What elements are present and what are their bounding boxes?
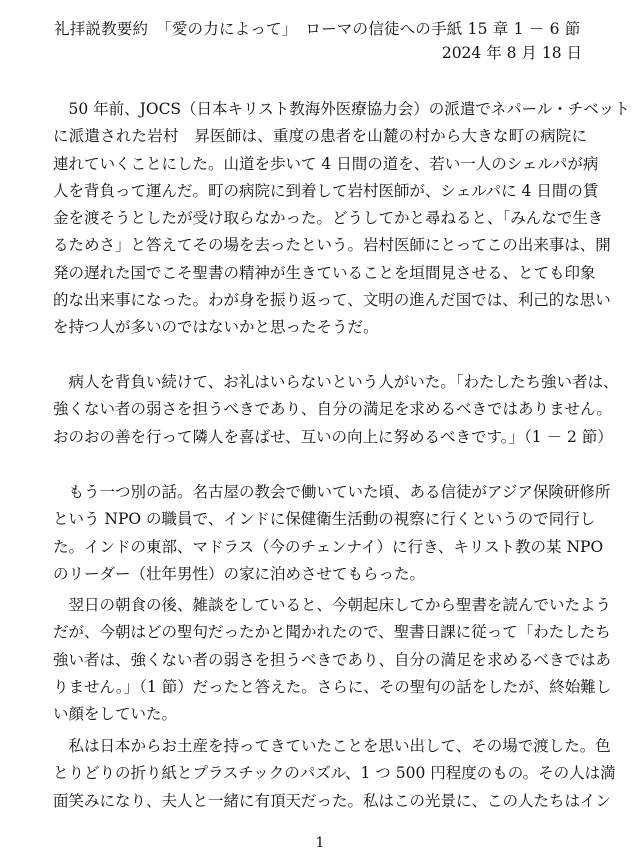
text-line: りません。」（1 節）だったと答えた。さらに、その聖句の話をしたが、終始難し xyxy=(53,677,612,696)
text-line: るためさ」と答えてその場を去ったという。岩村医師にとってこの出来事は、開 xyxy=(53,236,611,255)
text-line: 的な出来事になった。わが身を振り返って、文明の進んだ国では、利己的な思い xyxy=(53,291,611,310)
text-line: 面笑みになり、夫人と一緒に有頂天だった。私はこの光景に、この人たちはイン xyxy=(53,791,612,810)
text-line: 50 年前、JOCS（日本キリスト教海外医療協力会）の派遣でネパール・チベット xyxy=(53,100,630,118)
paragraph-4 xyxy=(53,592,612,728)
text-line: 人を背負って運んだ。町の病院に到着して岩村医師が、シェルパに 4 日間の賃 xyxy=(53,181,599,200)
text-line: 強くない者の弱さを担うべきであり、自分の満足を求めるべきではありません。 xyxy=(53,400,612,419)
paragraph-1 xyxy=(53,96,630,342)
sermon-title: 礼拝説教要約 「愛の力によって」 ローマの信徒への手紙 15 章 1 － 6 節 xyxy=(54,20,581,38)
page-number: 1 xyxy=(315,835,325,851)
sermon-date: 2024 年 8 月 18 日 xyxy=(441,44,582,62)
text-line: だが、今朝はどの聖句だったかと聞かれたので、聖書日課に従って「わたしたち xyxy=(53,623,611,642)
text-line: のリーダー（壮年男性）の家に泊めさせてもらった。 xyxy=(53,564,426,583)
text-line: とりどりの折り紙とプラスチックのパズル、1 つ 500 円程度のもの。その人は満 xyxy=(53,764,616,783)
text-line: 連れていくことにした。山道を歩いて 4 日間の道を、若い一人のシェルパが病 xyxy=(53,154,599,173)
paragraph-5 xyxy=(53,733,616,815)
text-line: 私は日本からお土産を持ってきていたことを思い出して、その場で渡した。色 xyxy=(53,737,611,755)
text-line: に派遣された岩村 昇医師は、重度の患者を山麓の村から大きな町の病院に xyxy=(53,127,587,146)
paragraph-3 xyxy=(53,479,611,588)
text-line: 金を渡そうとしたが受け取らなかった。どうしてかと尋ねると、「みんなで生き xyxy=(53,209,604,228)
text-line: もう一つ別の話。名古屋の教会で働いていた頃、ある信徒がアジア保険研修所 xyxy=(53,483,611,501)
text-line: という NPO の職員で、インドに保健衛生活動の視察に行くというので同行し xyxy=(53,510,596,529)
text-line: た。インドの東部、マドラス（今のチェンナイ）に行き、キリスト教の某 NPO xyxy=(53,537,604,556)
text-line: おのおの善を行って隣人を喜ばせ、互いの向上に努めるべきです。」（1 － 2 節） xyxy=(53,427,613,446)
text-line: を持つ人が多いのではないかと思ったそうだ。 xyxy=(53,318,379,337)
paragraph-2 xyxy=(53,369,619,451)
text-line: 強い者は、強くない者の弱さを担うべきであり、自分の満足を求めるべきではあ xyxy=(53,650,612,669)
text-line: い顔をしていた。 xyxy=(53,705,178,724)
text-line: 病人を背負い続けて、お礼はいらないという人がいた。「わたしたち強い者は、 xyxy=(53,373,619,391)
text-line: 発の遅れた国でこそ聖書の精神が生きていることを垣間見させる、とても印象 xyxy=(53,263,596,282)
text-line: 翌日の朝食の後、雑談をしていると、今朝起床してから聖書を読んでいたよう xyxy=(53,596,612,614)
